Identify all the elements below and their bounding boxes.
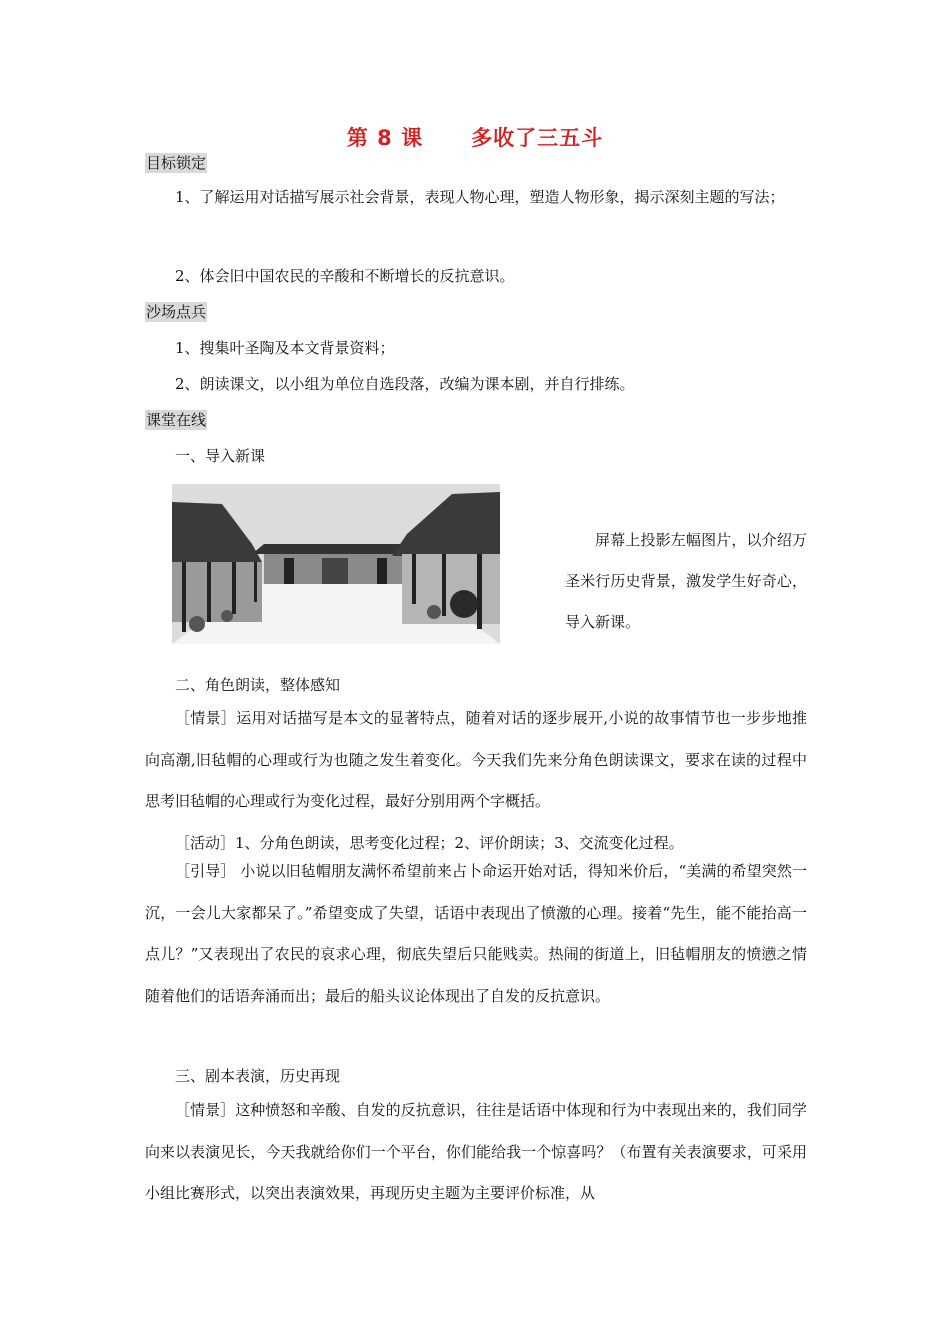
step2-guide: ［引导］ 小说以旧毡帽朋友满怀希望前来占卜命运开始对话，得知米价后，“美满的希望突然一沉，一会儿大家都呆了。”希望变成了失望，话语中表现出了愤激的心理。接着“先生，能不能抬高一点儿？”又表现出了农民的哀求心理，彻底失望后只能贱卖。热闹的街道上，旧毡帽朋友的愤懑之情随着他们的话语奔涌而出；最后的船头议论体现出了自发的反抗意识。: [145, 862, 807, 1005]
step2-scene: ［情景］运用对话描写是本文的显著特点，随着对话的逐步展开,小说的故事情节也一步步地推向高潮,旧毡帽的心理或行为也随之发生着变化。今天我们先来分角色朗读课文，要求在读的过程中思考旧毡帽的心理或行为变化过程，最好分别用两个字概括。: [145, 709, 807, 810]
section-practice: 沙场点兵: [146, 303, 207, 321]
photo-caption: 屏幕上投影左幅图片，以介绍万圣米行历史背景，激发学生好奇心，导入新课。: [565, 531, 807, 631]
lesson-number: 第 8 课: [346, 126, 424, 150]
section-goal: 目标锁定: [146, 154, 207, 172]
step2-heading: 二、角色朗读，整体感知: [175, 676, 341, 694]
lesson-name: 多收了三五斗: [471, 126, 604, 150]
lesson-title: [0, 122, 950, 152]
goal-item-1: 1、了解运用对话描写展示社会背景，表现人物心理，塑造人物形象，揭示深刻主题的写法；: [175, 188, 785, 206]
practice-item-2: 2、朗读课文，以小组为单位自选段落，改编为课本剧，并自行排练。: [175, 375, 635, 393]
step3-heading: 三、剧本表演，历史再现: [175, 1067, 341, 1085]
goal-item-2: 2、体会旧中国农民的辛酸和不断增长的反抗意识。: [175, 267, 515, 285]
courtyard-photo: [172, 484, 500, 644]
step1-heading: 一、导入新课: [175, 447, 266, 465]
section-classroom: 课堂在线: [146, 411, 207, 429]
step3-scene: ［情景］这种愤怒和辛酸、自发的反抗意识，往往是话语中体现和行为中表现出来的，我们同学向来以表演见长，今天我就给你们一个平台，你们能给我一个惊喜吗？（布置有关表演要求，可采用小组比赛形式，以突出表演效果，再现历史主题为主要评价标准，从: [145, 1101, 807, 1202]
step2-activity: ［活动］1、分角色朗读，思考变化过程；2、评价朗读；3、交流变化过程。: [175, 834, 684, 852]
practice-item-1: 1、搜集叶圣陶及本文背景资料；: [175, 339, 395, 357]
